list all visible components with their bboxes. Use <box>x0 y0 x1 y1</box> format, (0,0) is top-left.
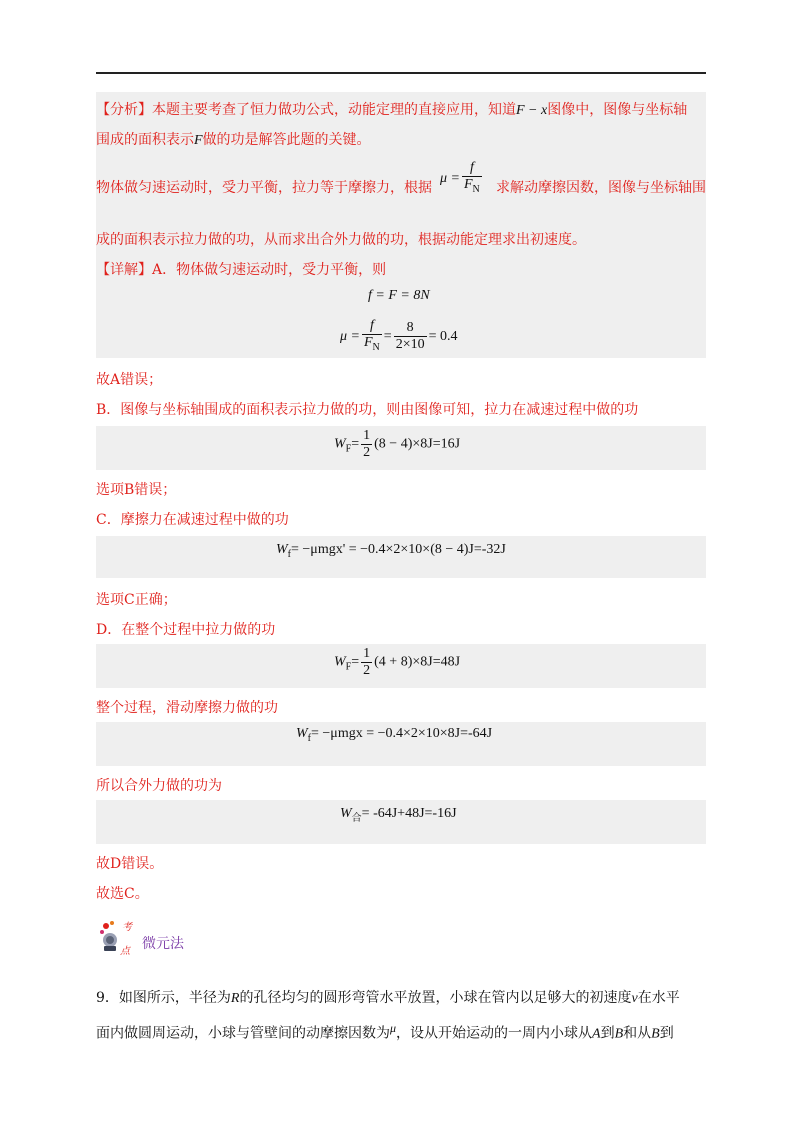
eq-wtotal: $W_合= -64J+48J=-16J$ <box>340 806 457 824</box>
analysis-line-4: 成的面积表示拉力做的功，从而求出合外力做的功，根据动能定理求出初速度。 <box>96 232 586 248</box>
kaodian-label: 微元法 <box>142 936 184 952</box>
eq-wf-total: $W_F=$ $\frac{1}{2}$ (4 + 8)×8J=48J <box>334 646 461 678</box>
analysis-line-3: 物体做匀速运动时，受力平衡，拉力等于摩擦力，根据 <box>96 180 432 196</box>
header-rule <box>96 72 706 74</box>
option-b-intro: B．图像与坐标轴围成的面积表示拉力做的功，则由图像可知，拉力在减速过程中做的功 <box>96 402 639 418</box>
analysis-line-1: 【分析】本题主要考查了恒力做功公式，动能定理的直接应用，知道F − x图像中，图像与坐标轴 <box>96 102 688 118</box>
kaodian-icon <box>96 918 142 958</box>
option-d-result: 故D错误。 <box>96 856 164 872</box>
eq-wf-decel: $W_F=$ $\frac{1}{2}$ (8 − 4)×8J=16J <box>334 428 461 460</box>
whole-friction-text: 整个过程，滑动摩擦力做的功 <box>96 700 278 716</box>
eq-wfric-total: $W_f= -\mu mgx = -0.4\times 2\times 10\times 8J=-64J$ <box>296 726 493 744</box>
eq-friction: f = F = 8N <box>368 288 430 303</box>
kaodian-icon-bottom: 点 <box>120 946 130 957</box>
mu-formula: μ = $\frac{f}{F_N}$ <box>440 160 480 195</box>
detail-line-1: 【详解】A．物体做匀速运动时，受力平衡，则 <box>96 262 387 278</box>
option-d-intro: D．在整个过程中拉力做的功 <box>96 622 276 638</box>
option-b-result: 选项B错误； <box>96 482 177 498</box>
option-a-result: 故A错误； <box>96 372 163 388</box>
f-minus-x: F − x <box>516 103 548 118</box>
eq-wfric-decel: $W_f= -\mu mgx' = -0.4\times 2\times 10\times(8 - 4)J=-32J$ <box>276 542 506 560</box>
final-answer: 故选C。 <box>96 886 149 902</box>
analysis-line-2: 围成的面积表示F做的功是解答此题的关键。 <box>96 132 371 148</box>
question9-line-2: 面内做圆周运动，小球与管壁间的动摩擦因数为μ，设从开始运动的一周内小球从A到B和从B到 <box>96 1021 674 1042</box>
eq-mu: μ = $\frac{f}{F_N}$ = $\frac{8}{2\times 10}$ = 0.4 <box>340 318 458 353</box>
kaodian-icon-top: 考 <box>122 922 132 933</box>
question9-line-1: 9．如图所示，半径为R的孔径均匀的圆形弯管水平放置，小球在管内以足够大的初速度v在水平 <box>96 990 680 1006</box>
detail-tag: 【详解】 <box>96 262 152 278</box>
analysis-tag: 【分析】 <box>96 102 152 118</box>
total-work-text: 所以合外力做的功为 <box>96 778 222 794</box>
analysis-line-3b: 求解动摩擦因数，图像与坐标轴围 <box>496 180 706 196</box>
option-c-result: 选项C正确； <box>96 592 177 608</box>
option-c-intro: C．摩擦力在减速过程中做的功 <box>96 512 289 528</box>
